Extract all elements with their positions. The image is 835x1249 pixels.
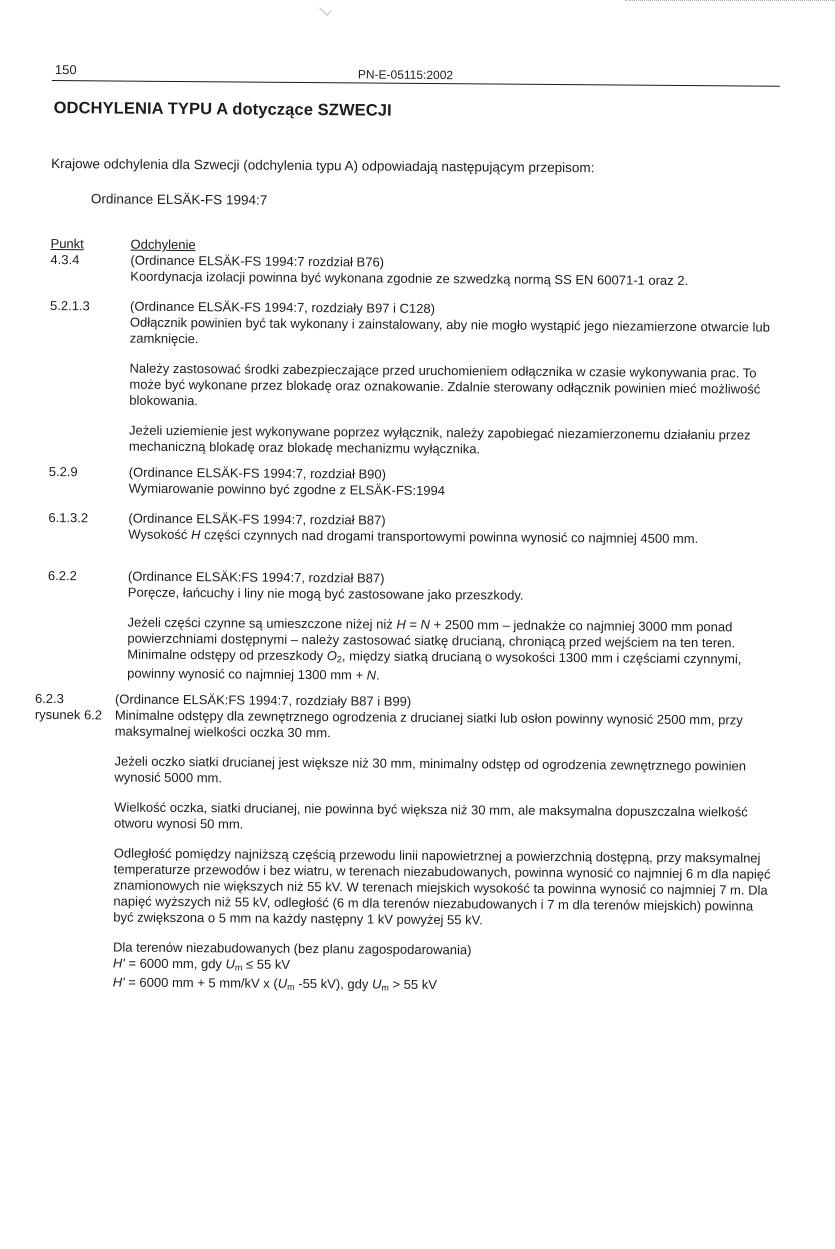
variable-n: N [366, 667, 377, 683]
variable-h-prime: H' [112, 974, 125, 990]
deviation-item [49, 298, 778, 460]
deviation-body [129, 299, 778, 460]
page-header [52, 60, 780, 87]
variable-u: U [277, 975, 288, 991]
deviation-paragraph: Poręcze, łańcuchy i liny nie mogą być zastosowane jako przeszkody. [127, 584, 524, 603]
text-fragment: > 55 kV [388, 976, 437, 993]
deviation-paragraph: Odłącznik powinien być tak wykonany i zainstalowany, aby nie mogło wystąpić jego niezamierzone otwarcie lub zamknięcie. [129, 314, 770, 347]
deviation-paragraph: Koordynacja izolacji powinna być wykonana zgodnie ze szwedzką normą SS EN 60071-1 oraz 2. [130, 268, 689, 289]
deviation-paragraph: Wymiarowanie powinno być zgodne z ELSÄK-FS:1994 [128, 480, 446, 499]
text-fragment: Wysokość [128, 526, 192, 543]
text-fragment: . [376, 667, 380, 683]
subscript: m [234, 962, 243, 973]
subscript: m [381, 982, 389, 993]
text-fragment: + 2500 mm – jednakże co najmniej 3000 mm ponad powierzchniami dostępnymi – należy zastosować siatkę drucianą, chroniącą przed wejściem na ten teren. Minimalne odstępy od przeszkody [127, 616, 736, 664]
ordinance-ref: (Ordinance ELSÄK-FS 1994:7, rozdziały B97 i C128) [130, 298, 436, 317]
scan-artifact-mark [319, 3, 332, 16]
document-title: ODCHYLENIA TYPU A dotyczące SZWECJI [53, 99, 392, 120]
deviation-body [130, 253, 778, 290]
deviation-paragraph: Jeżeli oczko siatki drucianej jest większe niż 30 mm, minimalny odstęp od ogrodzenia zewnętrznego powinien wynosić 5000 mm. [114, 753, 747, 786]
point-column-header: Punkt [50, 235, 84, 252]
ordinance-ref: (Ordinance ELSÄK:FS 1994:7, rozdział B87) [127, 568, 385, 586]
clause-number: 6.2.2 [47, 567, 77, 584]
ordinance-ref: (Ordinance ELSÄK-FS 1994:7 rozdział B76) [130, 252, 385, 270]
deviation-paragraph: Jeżeli uziemienie jest wykonywane poprzez wyłącznik, należy zapobiegać niezamierzonemu działaniu przez mechaniczną blokadę oraz blokadę mechanizmu wyłącznika. [128, 422, 751, 457]
ordinance-ref: (Ordinance ELSÄK:FS 1994:7, rozdziały B87 i B99) [114, 691, 412, 709]
deviation-item [48, 510, 776, 548]
text-fragment: części czynnych nad drogami transportowymi powinna wynosić co najmniej 4500 mm. [200, 527, 699, 547]
variable-h: H [190, 527, 201, 543]
ordinance-ref: (Ordinance ELSÄK-FS 1994:7, rozdział B87) [128, 510, 386, 528]
variable-n: N [420, 616, 431, 632]
intro-text: Krajowe odchylenia dla Szwecji (odchylenia typu A) odpowiadają następującym przepisom: [51, 155, 595, 176]
standard-id: PN-E-05115:2002 [357, 67, 454, 83]
deviation-item [49, 464, 777, 502]
deviation-body [129, 465, 777, 502]
variable-h: H [396, 616, 406, 632]
document-page [34, 60, 780, 999]
page-number: 150 [54, 62, 77, 78]
scan-artifact-edge [625, 0, 835, 2]
deviations-table [34, 235, 779, 999]
deviation-paragraph [127, 615, 776, 687]
deviation-paragraph: Minimalne odstępy dla zewnętrznego ogrodzenia z drucianej siatki lub osłon powinny wynosić 2500 mm, przy maksymalnej wielkości oczka 30 mm. [114, 707, 743, 741]
clause-number-group [33, 691, 115, 994]
variable-o: O [326, 648, 337, 664]
variable-u: U [225, 956, 236, 972]
deviation-item [50, 252, 778, 290]
clause-number: 5.2.1.3 [50, 297, 90, 314]
deviation-body [128, 511, 776, 548]
clause-number: 5.2.9 [48, 463, 78, 480]
text-fragment: = 6000 mm, gdy [124, 955, 226, 972]
deviation-body [113, 692, 775, 999]
text-fragment: ≤ 55 kV [242, 956, 291, 972]
deviation-paragraph: Należy zastosować środki zabezpieczające przed uruchomieniem odłącznika w czasie wykonywania prac. To może być wykonane przez blokadę oraz oznakowanie. Zdalnie sterowany odłącznik powinien mieć możliwość blokowania. [129, 360, 761, 409]
subscript: 2 [336, 654, 342, 665]
deviation-column-header: Odchylenie [130, 236, 196, 253]
variable-h-prime: H' [112, 955, 125, 971]
text-fragment: = 6000 mm + 5 mm/kV x ( [124, 974, 278, 991]
ordinance-ref: (Ordinance ELSÄK-FS 1994:7, rozdział B90) [128, 464, 387, 482]
ordinance-reference: Ordinance ELSÄK-FS 1994:7 [90, 191, 268, 208]
subscript: m [287, 981, 295, 992]
clause-number: 4.3.4 [50, 251, 80, 268]
text-fragment: , między siatką drucianą o wysokości 1300 mm i częściami czynnymi, powinny wynosić co najmniej 1300 mm + [127, 648, 742, 683]
deviation-body [127, 569, 776, 687]
clause-number: 6.1.3.2 [48, 509, 89, 526]
deviation-paragraph: Wielkość oczka, siatki drucianej, nie powinna być większa niż 30 mm, ale maksymalna dopuszczalna wielkość otworu wynosi 50 mm. [113, 799, 748, 832]
deviation-item [47, 568, 776, 687]
deviation-paragraph: Odległość pomiędzy najniższą częścią przewodu linii napowietrznej a powierzchnią dostępną, przy maksymalnej temperaturze przewodów i bez wiatru, w terenach niezabudowanych, powinna wynosić co najmniej 6 m dla napięć znamionowych nie większych niż 55 kV. W terenach miejskich wysokość ta powinna wynosić co najmniej 7 m. Dla napięć wyższych niż 55 kV, odległość (6 m dla terenów niezabudowanych i 7 m dla terenów miejskich) powinna być zwiększona o 5 mm na każdy następny 1 kV powyżej 55 kV. [113, 845, 771, 928]
deviation-paragraph: Dla terenów niezabudowanych (bez planu zagospodarowania) [112, 939, 472, 958]
clause-number: 6.2.3 [34, 690, 64, 707]
text-fragment: -55 kV), gdy [294, 975, 373, 992]
variable-u: U [371, 976, 382, 992]
deviation-item [33, 691, 775, 999]
text-fragment: = [405, 616, 421, 632]
figure-reference: rysunek 6.2 [34, 706, 103, 723]
text-fragment: Jeżeli części czynne są umieszczone niżej niż [127, 614, 397, 632]
formula-line [113, 975, 773, 999]
